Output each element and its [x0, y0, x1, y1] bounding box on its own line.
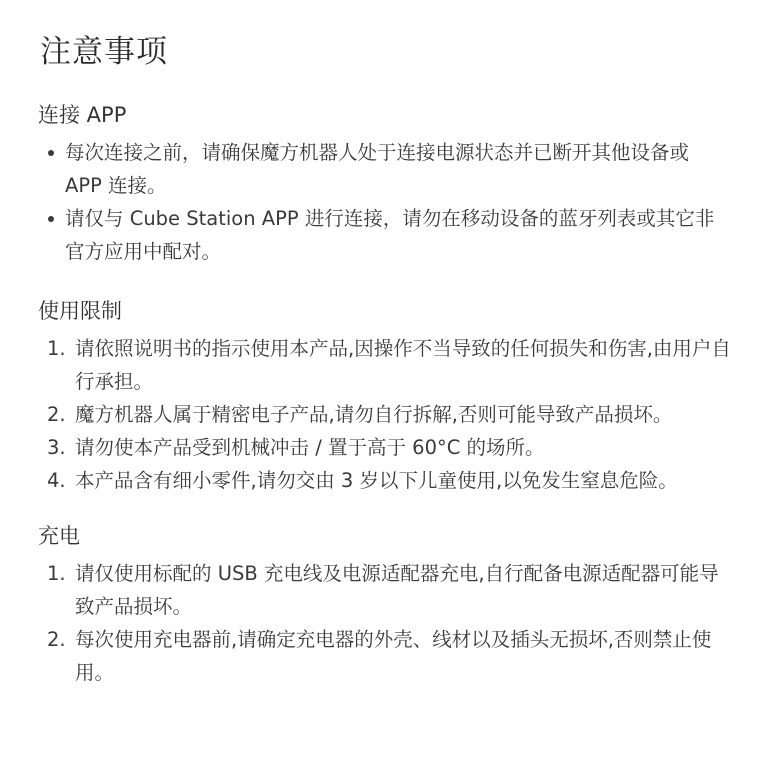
list-item: [38, 623, 732, 689]
section-connect-app: [38, 100, 732, 268]
bullet-icon: [48, 150, 54, 156]
section-charging: [38, 521, 732, 689]
section-heading: 充电: [38, 524, 80, 548]
numbered-list: [38, 557, 732, 689]
list-item-text: 请勿使本产品受到机械冲击 / 置于高于 60°C 的场所。: [75, 436, 545, 459]
list-item: [38, 136, 732, 202]
list-item: [38, 332, 732, 398]
numbered-list: [38, 332, 732, 497]
list-item: [38, 431, 732, 464]
list-item: [38, 202, 732, 268]
section-heading: 使用限制: [38, 299, 122, 323]
list-item: [38, 557, 732, 623]
list-item-text: 请仅与 Cube Station APP 进行连接，请勿在移动设备的蓝牙列表或其它非官方应用中配对。: [65, 207, 715, 263]
page-title: 注意事项: [40, 34, 168, 70]
list-item-text: 每次连接之前，请确保魔方机器人处于连接电源状态并已断开其他设备或 APP 连接。: [65, 141, 690, 197]
list-number: 4.: [47, 469, 66, 492]
list-item-text: 请依照说明书的指示使用本产品,因操作不当导致的任何损失和伤害,由用户自行承担。: [75, 337, 731, 393]
list-number: 2.: [47, 403, 66, 426]
list-number: 1.: [47, 562, 66, 585]
list-number: 3.: [47, 436, 66, 459]
list-number: 1.: [47, 337, 66, 360]
list-item-text: 每次使用充电器前,请确定充电器的外壳、线材以及插头无损坏,否则禁止使用。: [75, 628, 712, 684]
bullet-icon: [48, 216, 54, 222]
section-heading: 连接 APP: [38, 103, 127, 127]
list-item-text: 请仅使用标配的 USB 充电线及电源适配器充电,自行配备电源适配器可能导致产品损坏。: [75, 562, 719, 618]
list-number: 2.: [47, 628, 66, 651]
list-item-text: 本产品含有细小零件,请勿交由 3 岁以下儿童使用,以免发生窒息危险。: [75, 469, 678, 492]
list-item: [38, 398, 732, 431]
bullet-list: [38, 136, 732, 268]
section-usage-limits: [38, 296, 732, 497]
list-item-text: 魔方机器人属于精密电子产品,请勿自行拆解,否则可能导致产品损坏。: [75, 403, 673, 426]
list-item: [38, 464, 732, 497]
